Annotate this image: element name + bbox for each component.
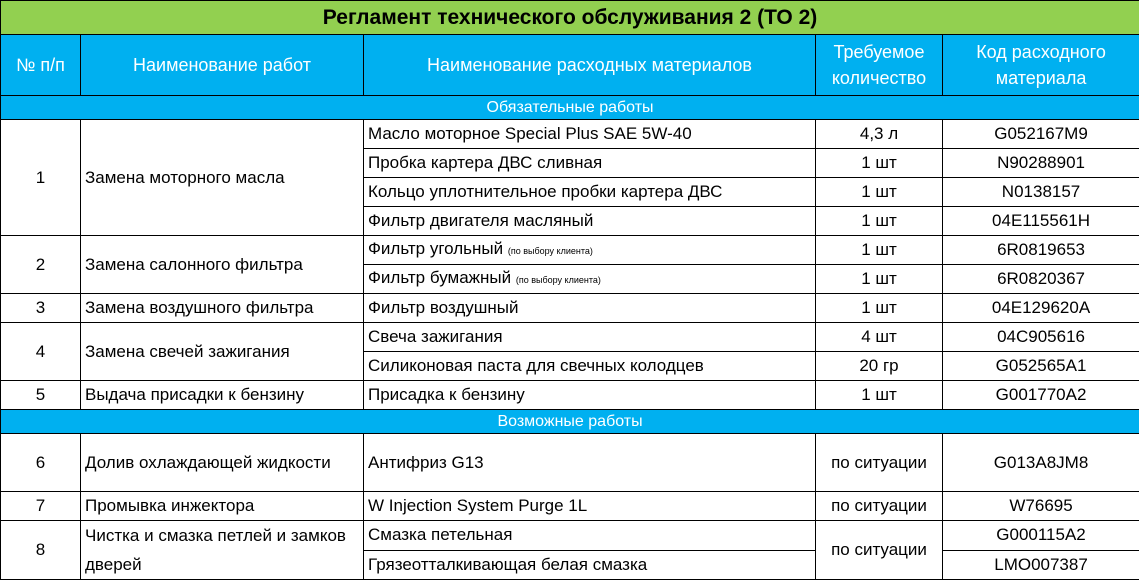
table-title: Регламент технического обслуживания 2 (ТО 2) [1,1,1139,35]
header-materials: Наименование расходных материалов [364,35,816,96]
material-name: Пробка картера ДВС сливная [364,149,816,178]
material-qty: 20 гр [816,352,943,381]
title-row [1,1,1139,35]
material-code: LMO007387 [943,550,1139,580]
work-name: Замена моторного масла [81,120,364,236]
table-row [1,434,1139,492]
material-name: Антифриз G13 [364,434,816,492]
material-code: N0138157 [943,178,1139,207]
section-row-mandatory [1,96,1139,120]
material-cell [364,236,816,265]
material-name: Грязеотталкивающая белая смазка [364,550,816,580]
material-name: W Injection System Purge 1L [364,492,816,521]
work-name: Промывка инжектора [81,492,364,521]
material-name: Фильтр воздушный [364,294,816,323]
material-qty: по ситуации [816,434,943,492]
work-num: 3 [1,294,81,323]
material-name: Силиконовая паста для свечных колодцев [364,352,816,381]
material-code: 6R0819653 [943,236,1139,265]
work-num: 4 [1,323,81,381]
table-row [1,120,1139,149]
material-code: 04C905616 [943,323,1139,352]
material-name: Свеча зажигания [364,323,816,352]
material-name: Смазка петельная [364,521,816,551]
material-code: 04E129620A [943,294,1139,323]
material-qty: 4 шт [816,323,943,352]
work-num: 7 [1,492,81,521]
material-code: G013A8JM8 [943,434,1139,492]
material-qty: 1 шт [816,236,943,265]
header-row [1,35,1139,96]
table-row [1,323,1139,352]
material-code: G052565A1 [943,352,1139,381]
section-row-optional [1,410,1139,434]
table-row [1,381,1139,410]
material-code: N90288901 [943,149,1139,178]
table-row [1,492,1139,521]
material-name: Масло моторное Special Plus SAE 5W-40 [364,120,816,149]
material-name: Фильтр бумажный [368,268,512,287]
material-note: (по выбору клиента) [507,246,593,256]
work-num: 1 [1,120,81,236]
material-name: Кольцо уплотнительное пробки картера ДВС [364,178,816,207]
header-code: Код расходного материала [943,35,1139,96]
work-num: 6 [1,434,81,492]
header-work: Наименование работ [81,35,364,96]
header-qty: Требуемое количество [816,35,943,96]
table-row [1,294,1139,323]
material-qty: 1 шт [816,178,943,207]
material-qty: по ситуации [816,521,943,580]
material-code: 04E115561H [943,207,1139,236]
table-row [1,521,1139,551]
section-optional: Возможные работы [1,410,1139,434]
material-code: G001770A2 [943,381,1139,410]
material-qty: 1 шт [816,149,943,178]
material-name: Фильтр угольный [368,239,504,258]
material-note: (по выбору клиента) [515,275,601,285]
header-num: № п/п [1,35,81,96]
work-num: 8 [1,521,81,580]
material-qty: 1 шт [816,207,943,236]
work-name: Замена салонного фильтра [81,236,364,294]
work-name: Долив охлаждающей жидкости [81,434,364,492]
material-name: Фильтр двигателя масляный [364,207,816,236]
material-qty: 1 шт [816,265,943,294]
work-name: Замена воздушного фильтра [81,294,364,323]
section-mandatory: Обязательные работы [1,96,1139,120]
material-code: W76695 [943,492,1139,521]
work-num: 2 [1,236,81,294]
work-name: Чистка и смазка петлей и замков дверей [81,521,364,580]
work-name: Замена свечей зажигания [81,323,364,381]
material-qty: 4,3 л [816,120,943,149]
material-cell [364,265,816,294]
material-code: G052167M9 [943,120,1139,149]
material-qty: 1 шт [816,294,943,323]
material-code: G000115A2 [943,521,1139,551]
work-name: Выдача присадки к бензину [81,381,364,410]
material-qty: 1 шт [816,381,943,410]
table-row [1,236,1139,265]
work-num: 5 [1,381,81,410]
material-qty: по ситуации [816,492,943,521]
material-code: 6R0820367 [943,265,1139,294]
material-name: Присадка к бензину [364,381,816,410]
